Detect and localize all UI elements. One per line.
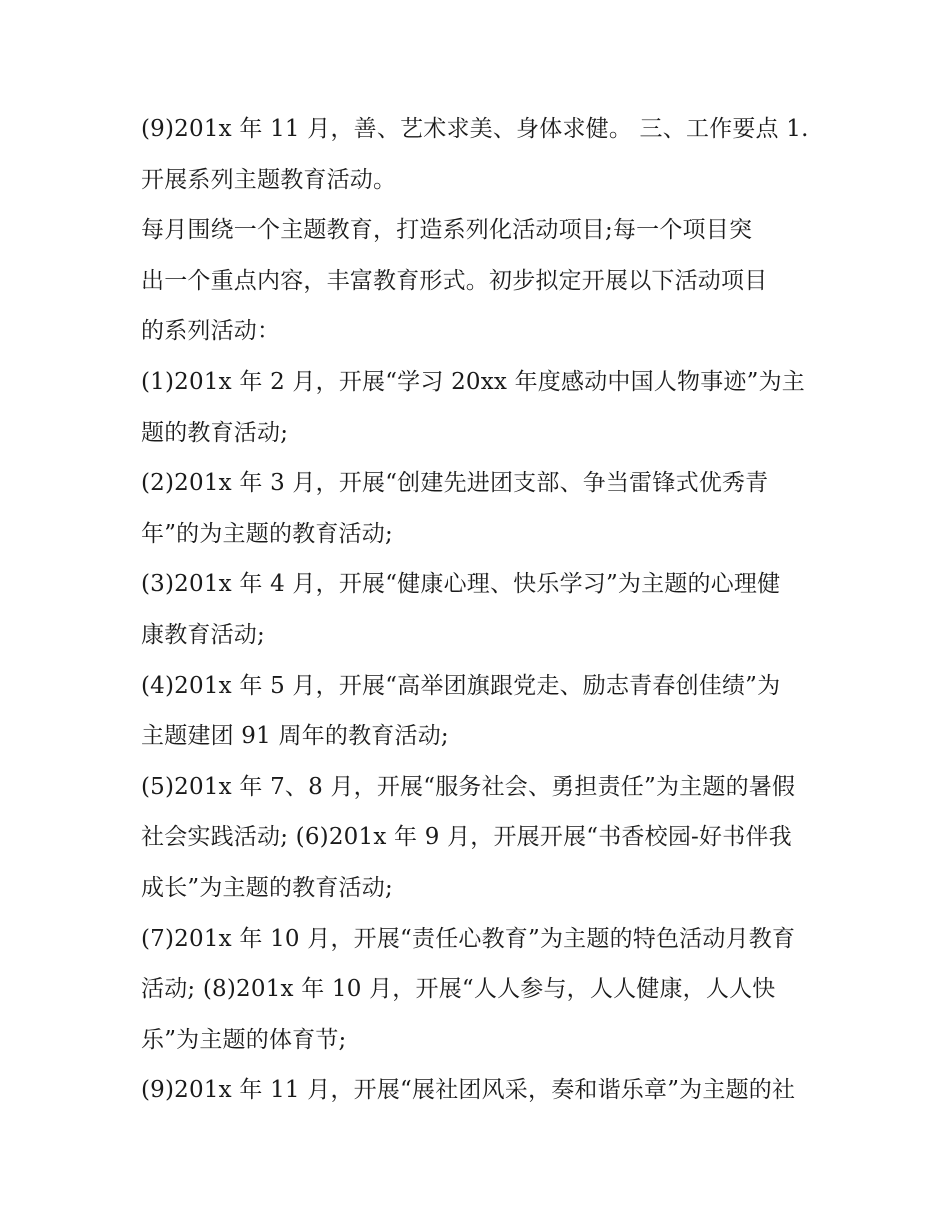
- text-line: 康教育活动;: [141, 621, 265, 648]
- text-line: 活动; (8)201x 年 10 月，开展“人人参与，人人健康，人人快: [141, 976, 776, 1003]
- text-line: (7)201x 年 10 月，开展“责任心教育”为主题的特色活动月教育: [141, 925, 796, 952]
- text-line: (4)201x 年 5 月，开展“高举团旗跟党走、励志青春创佳绩”为: [141, 672, 781, 699]
- text-line: 每月围绕一个主题教育，打造系列化活动项目;每一个项目突: [141, 217, 753, 244]
- text-line: 的系列活动：: [141, 318, 281, 345]
- text-line: 开展系列主题教育活动。: [141, 166, 397, 193]
- text-line: (5)201x 年 7、8 月，开展“服务社会、勇担责任”为主题的暑假: [141, 773, 796, 800]
- text-line: 成长”为主题的教育活动;: [141, 874, 393, 901]
- text-line: (2)201x 年 3 月，开展“创建先进团支部、争当雷锋式优秀青: [141, 470, 769, 497]
- text-line: 出一个重点内容，丰富教育形式。初步拟定开展以下活动项目: [141, 267, 768, 294]
- text-line: 年”的为主题的教育活动;: [141, 520, 393, 547]
- text-line: (9)201x 年 11 月，善、艺术求美、身体求健。 三、工作要点 1.: [141, 116, 809, 142]
- text-line: 题的教育活动;: [141, 419, 289, 446]
- text-line: 乐”为主题的体育节;: [141, 1026, 347, 1053]
- text-line: (3)201x 年 4 月，开展“健康心理、快乐学习”为主题的心理健: [141, 571, 781, 598]
- text-line: (1)201x 年 2 月，开展“学习 20xx 年度感动中国人物事迹”为主: [141, 368, 805, 395]
- text-line: 社会实践活动; (6)201x 年 9 月，开展开展“书香校园-好书伴我: [141, 824, 792, 851]
- text-line: (9)201x 年 11 月，开展“展社团风采，奏和谐乐章”为主题的社: [141, 1077, 796, 1104]
- text-line: 主题建团 91 周年的教育活动;: [141, 723, 449, 750]
- document-body: [141, 104, 821, 1116]
